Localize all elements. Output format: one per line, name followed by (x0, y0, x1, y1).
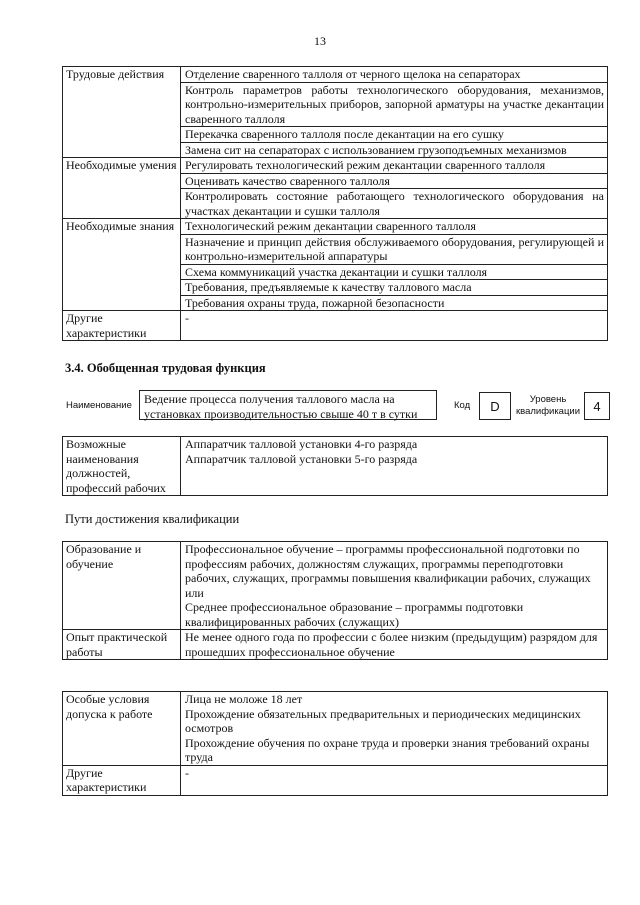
name-label: Наименование (66, 400, 132, 411)
positions-label: Возможные наименования должностей, профессий рабочих (63, 437, 181, 496)
row-label-knowledge: Необходимые знания (63, 219, 181, 311)
admission-item: Прохождение обучения по охране труда и проверки знания требований охраны труда (185, 735, 590, 764)
education-content (181, 542, 608, 630)
experience-item: Не менее одного года по профессии с более низким (предыдущим) разрядом для прошедших профессиональное обучение (181, 630, 608, 660)
knowledge-item: Схема коммуникаций участка декантации и сушки таллоля (181, 264, 608, 280)
knowledge-item: Технологический режим декантации сваренного таллоля (181, 219, 608, 235)
code-box: D (479, 392, 511, 420)
positions-table (62, 436, 608, 496)
education-item: Среднее профессиональное образование – программы подготовки квалифицированных рабочих (служащих) (185, 600, 524, 629)
row-label-skills: Необходимые умения (63, 158, 181, 219)
education-item: или (185, 585, 204, 600)
education-item: Профессиональное обучение – программы профессиональной подготовки по профессиям рабочих, должностям служащих, программы переподготовки рабочих, служащих, программы повышения квалификации рабочих, служащих (185, 542, 591, 585)
other-item: - (181, 311, 608, 341)
knowledge-item: Назначение и принцип действия обслуживаемого оборудования, регулирующей и контрольно-измерительной аппаратуры (181, 234, 608, 264)
admission-item: Лица не моложе 18 лет (185, 692, 303, 706)
paths-title: Пути достижения квалификации (65, 512, 240, 526)
positions-list (181, 437, 608, 496)
qualification-table (62, 541, 608, 660)
knowledge-item: Требования, предъявляемые к качеству таллового масла (181, 280, 608, 296)
level-label-line: Уровень (529, 394, 567, 405)
admission-content (181, 692, 608, 766)
labor-action-item: Замена сит на сепараторах с использованием грузоподъемных механизмов (181, 142, 608, 158)
labor-action-item: Контроль параметров работы технологического оборудования, механизмов, контрольно-измерительных приборов, запорной арматуры на участке декантации сваренного таллоля (181, 82, 608, 127)
level-label-line: квалификации (515, 406, 581, 417)
labor-action-item: Отделение сваренного таллоля от черного щелока на сепараторах (181, 67, 608, 83)
position-item: Аппаратчик талловой установки 4-го разряда (185, 437, 418, 451)
row-label-labor-actions: Трудовые действия (63, 67, 181, 158)
admission-label: Особые условия допуска к работе (63, 692, 181, 766)
labor-function-table (62, 66, 608, 341)
education-label: Образование и обучение (63, 542, 181, 630)
admission-item: Прохождение обязательных предварительных и периодических медицинских осмотров (185, 706, 581, 735)
function-name-box: Ведение процесса получения таллового масла на установках производительностью свыше 40 т в сутки (139, 390, 437, 420)
position-item: Аппаратчик талловой установки 5-го разряда (185, 451, 418, 466)
level-box: 4 (584, 392, 610, 420)
other-characteristics-item: - (181, 765, 608, 795)
labor-action-item: Перекачка сваренного таллоля после декантации на его сушку (181, 127, 608, 143)
knowledge-item: Требования охраны труда, пожарной безопасности (181, 295, 608, 311)
admission-table (62, 691, 608, 796)
page-number: 13 (314, 34, 326, 48)
experience-label: Опыт практической работы (63, 630, 181, 660)
code-label: Код (454, 400, 471, 411)
other-characteristics-label: Другие характеристики (63, 765, 181, 795)
skill-item: Регулировать технологический режим декантации сваренного таллоля (181, 158, 608, 174)
skill-item: Оценивать качество сваренного таллоля (181, 173, 608, 189)
level-label (515, 394, 581, 418)
section-heading: 3.4. Обобщенная трудовая функция (65, 361, 266, 375)
row-label-other: Другие характеристики (63, 311, 181, 341)
skill-item: Контролировать состояние работающего технологического оборудования на участках декантации и сушки таллоля (181, 189, 608, 219)
